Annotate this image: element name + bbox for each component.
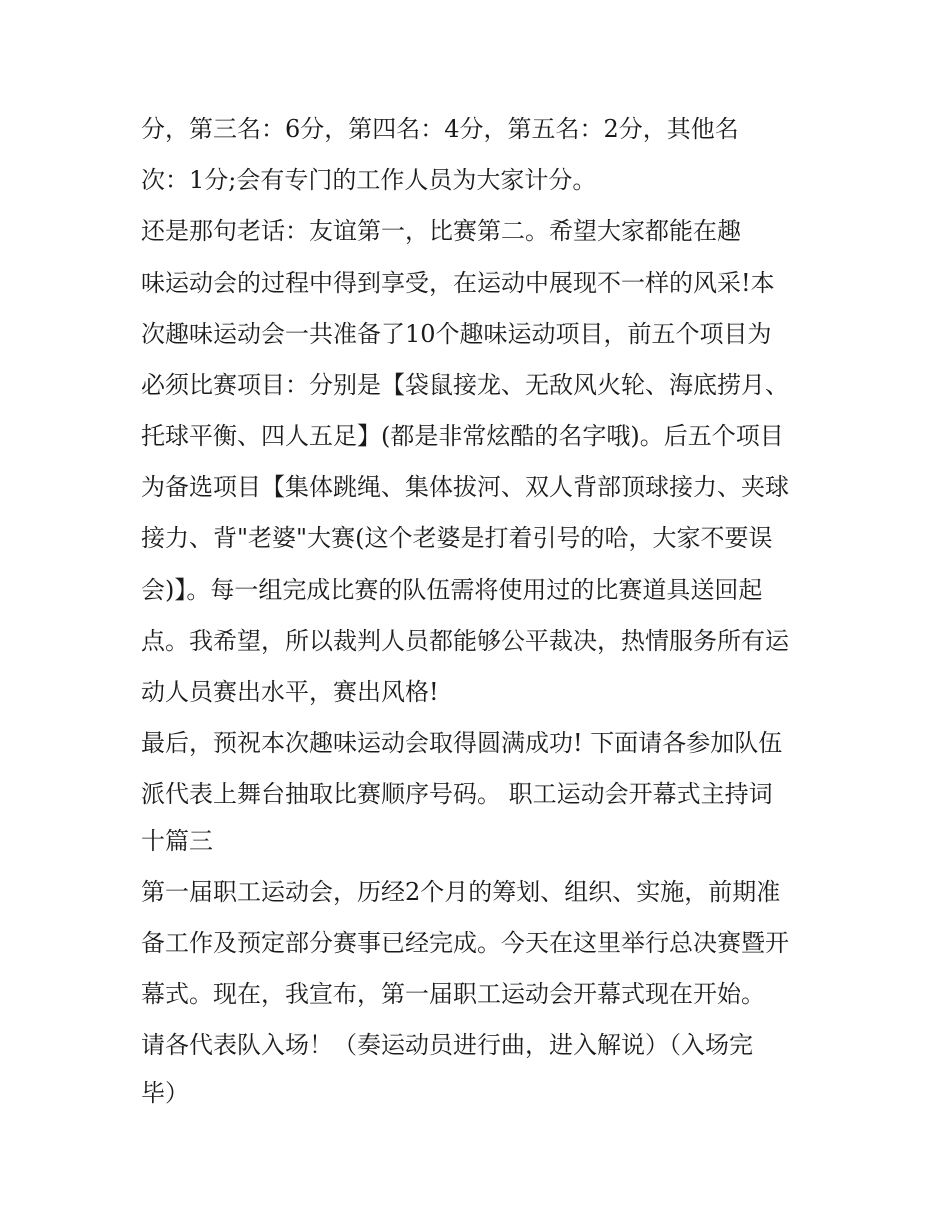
text-line: 派代表上舞台抽取比赛顺序号码。 职工运动会开幕式主持词 (141, 780, 773, 808)
text-line: 备工作及预定部分赛事已经完成。今天在这里举行总决赛暨开 (141, 929, 789, 957)
text-line: 接力、背"老婆"大赛(这个老婆是打着引号的哈，大家不要误 (141, 524, 773, 552)
text-line: 第一届职工运动会，历经2个月的筹划、组织、实施，前期准 (141, 878, 781, 906)
text-line: 动人员赛出水平，赛出风格! (141, 678, 439, 706)
text-line: 点。我希望，所以裁判人员都能够公平裁决，热情服务所有运 (141, 627, 789, 655)
text-line: 为备选项目【集体跳绳、集体拔河、双人背部顶球接力、夹球 (141, 473, 789, 501)
text-line: 请各代表队入场！（奏运动员进行曲，进入解说）（入场完 (141, 1031, 753, 1059)
text-line: 分，第三名：6分，第四名：4分，第五名：2分，其他名 (141, 115, 739, 143)
text-line: 味运动会的过程中得到享受，在运动中展现不一样的风采!本 (141, 269, 775, 297)
text-line: 还是那句老话：友谊第一，比赛第二。希望大家都能在趣 (141, 217, 741, 245)
text-line: 十篇三 (141, 827, 213, 855)
text-line: 次：1分;会有专门的工作人员为大家计分。 (141, 166, 597, 194)
text-line: 最后，预祝本次趣味运动会取得圆满成功! 下面请各参加队伍 (141, 729, 783, 757)
text-line: 幕式。现在，我宣布，第一届职工运动会开幕式现在开始。 (141, 980, 765, 1008)
text-line: 必须比赛项目：分别是【袋鼠接龙、无敌风火轮、海底捞月、 (141, 371, 789, 399)
text-line: 托球平衡、四人五足】(都是非常炫酷的名字哦)。后五个项目 (141, 422, 784, 450)
text-line: 毕） (141, 1079, 189, 1107)
text-line: 次趣味运动会一共准备了10个趣味运动项目，前五个项目为 (141, 320, 772, 348)
text-line: 会)】。每一组完成比赛的队伍需将使用过的比赛道具送回起 (141, 576, 763, 604)
